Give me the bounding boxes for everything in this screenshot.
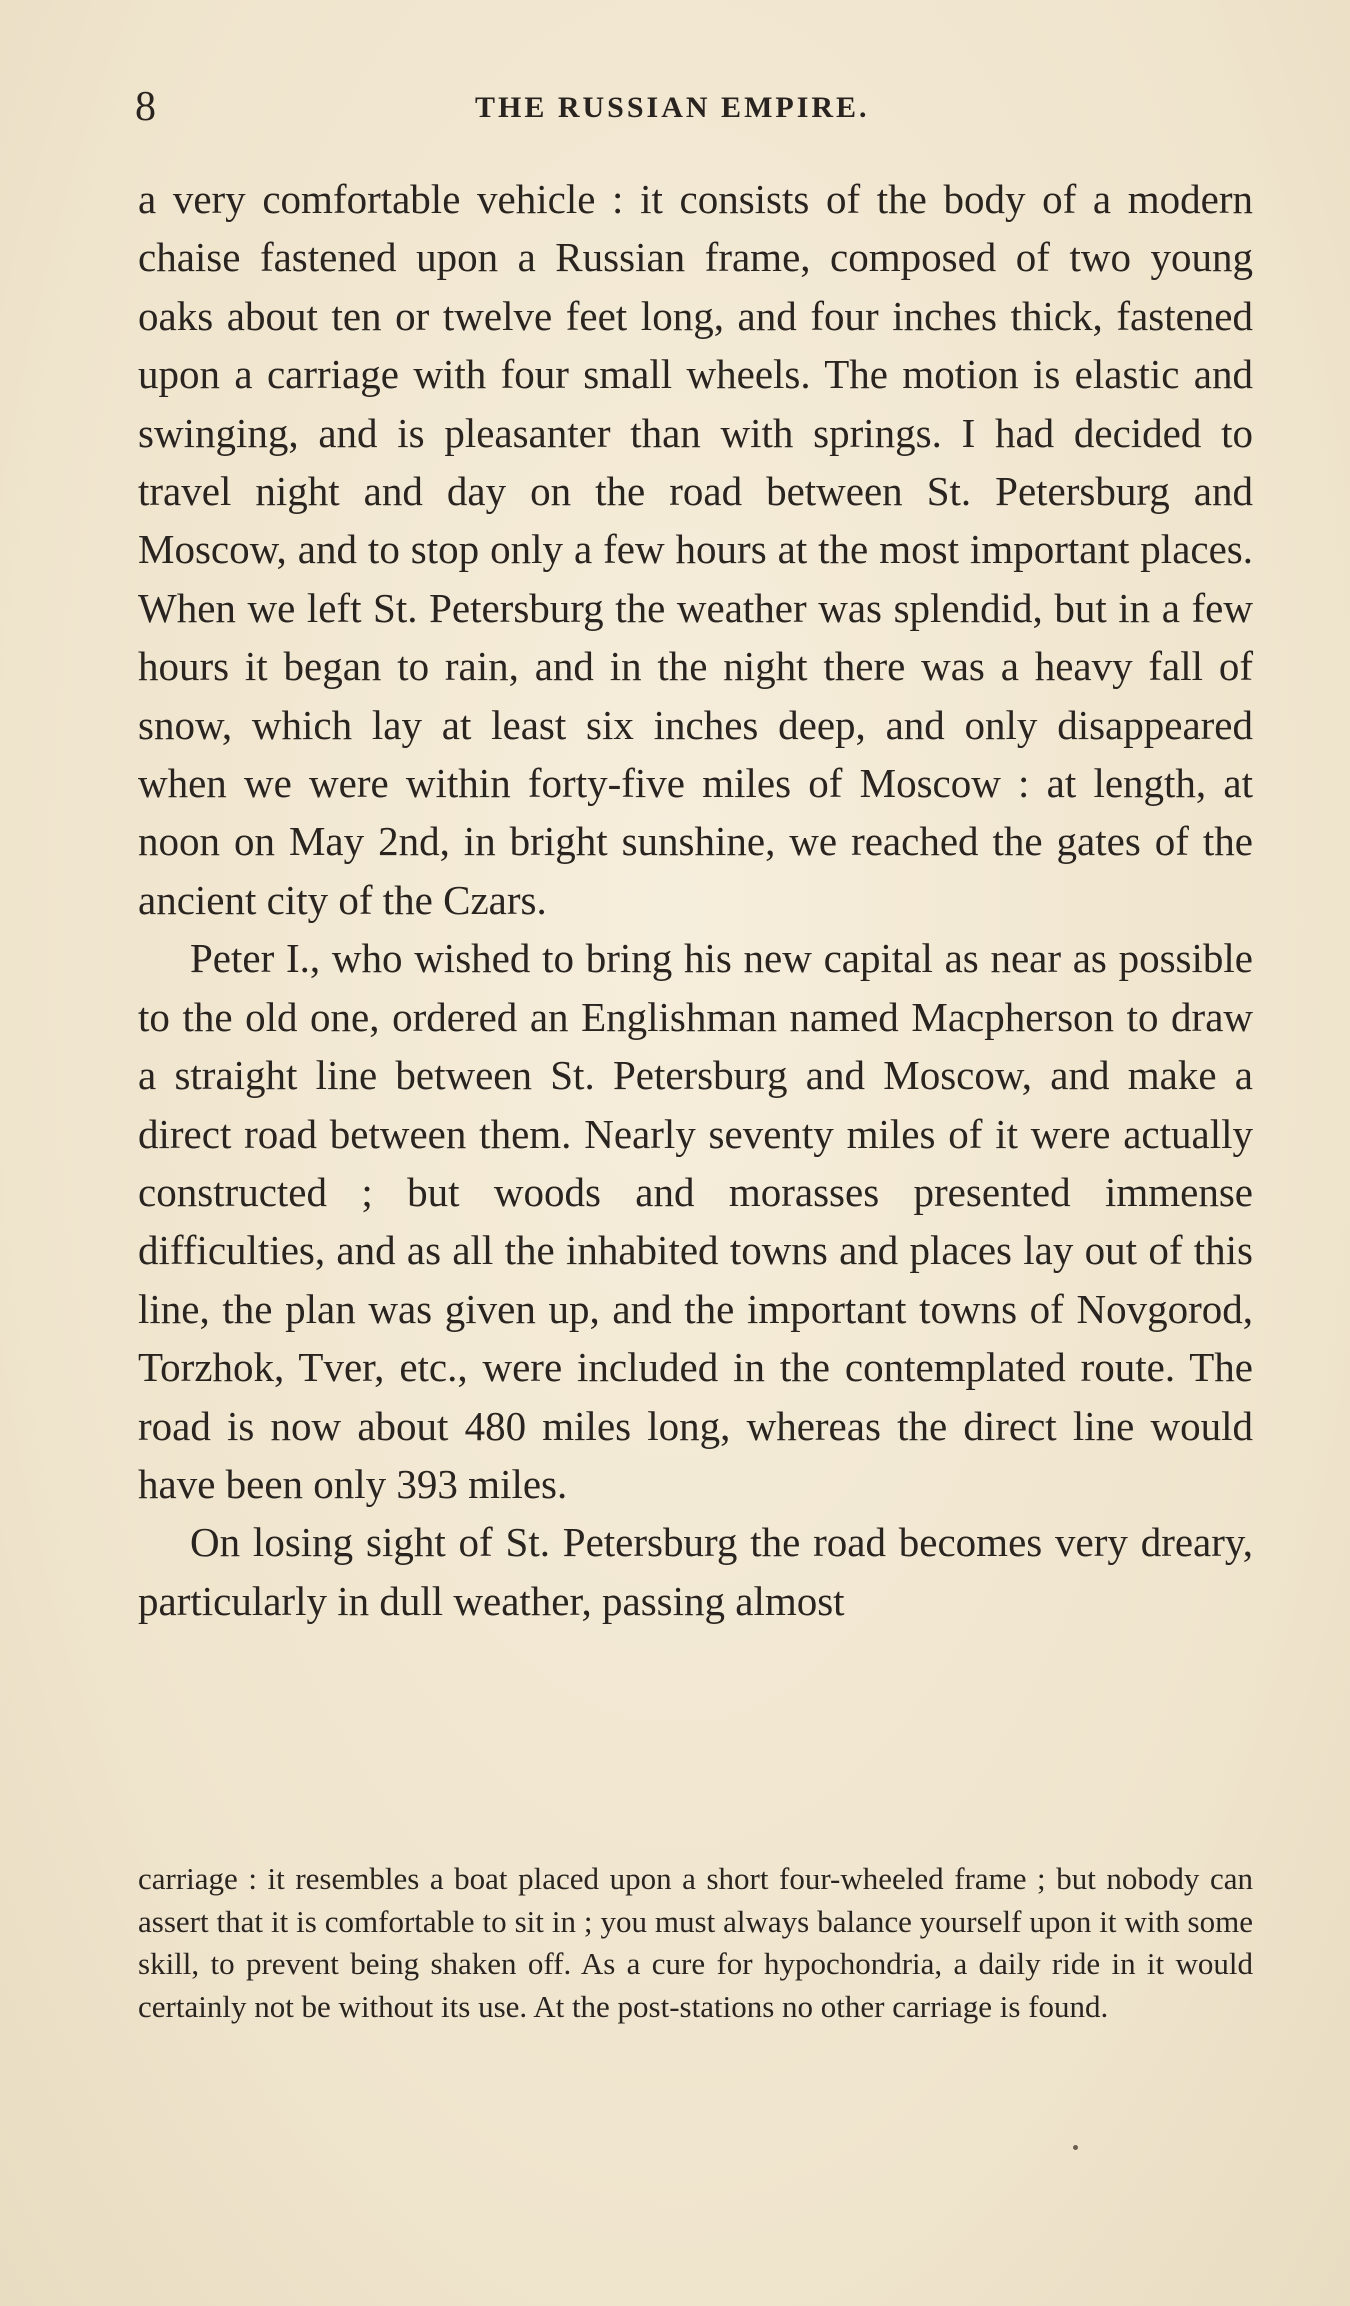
footnote-text: carriage : it resembles a boat placed upon a short four-wheeled frame ; but nobody can assert that it is comfortable to sit in ; you must always balance yourself upon it with some skill, to prevent being shaken off. As a cure for hypochondria, a daily ride in it would certainly not be without its use. At the post-stations no other carriage is found. xyxy=(138,1861,1253,2024)
paragraph-peter: Peter I., who wished to bring his new capital as near as possible to the old one, ordered an Englishman named Macpherson to draw a straight line between St. Petersburg and Moscow, and make a direct road between them. Nearly seventy miles of it were actually constructed ; but woods and morasses presented immense difficulties, and as all the inhabited towns and places lay out of this line, the plan was given up, and the important towns of Novgorod, Torzhok, Tver, etc., were included in the contemplated route. The road is now about 480 miles long, whereas the direct line would have been only 393 miles. xyxy=(138,935,1253,1507)
paragraph-road: On losing sight of St. Petersburg the road becomes very dreary, particularly in dull weather, passing almost xyxy=(138,1519,1253,1624)
paragraph-continuation: a very comfortable vehicle : it consists of the body of a modern chaise fastened upon a Russian frame, composed of two young oaks about ten or twelve feet long, and four inches thick, fastened upon a carriage with four small wheels. The motion is elastic and swinging, and is pleasanter than with springs. I had decided to travel night and day on the road between St. Petersburg and Moscow, and to stop only a few hours at the most important places. When we left St. Petersburg the weather was splendid, but in a few hours it began to rain, and in the night there was a heavy fall of snow, which lay at least six inches deep, and only disappeared when we were within forty-five miles of Moscow : at length, at noon on May 2nd, in bright sunshine, we reached the gates of the ancient city of the Czars. xyxy=(138,176,1253,923)
footnote xyxy=(138,1858,1253,2028)
running-title: THE RUSSIAN EMPIRE. xyxy=(475,91,870,124)
running-head xyxy=(135,82,1255,132)
body-text xyxy=(138,170,1253,1630)
print-speck xyxy=(1073,2145,1078,2150)
page-number: 8 xyxy=(135,84,156,130)
